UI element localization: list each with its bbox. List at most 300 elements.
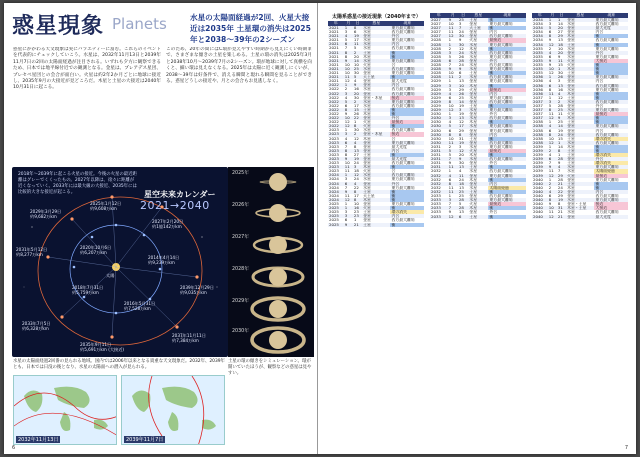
table-cell: 2033 — [430, 210, 448, 214]
table-cell: 木星 — [362, 198, 390, 202]
saturn-year-label: 2025年 — [232, 171, 250, 176]
table-cell: 1 — [448, 112, 458, 116]
table-cell: 2 — [448, 47, 458, 51]
table-cell: 衝 — [594, 96, 628, 100]
table-cell: 2036 — [532, 88, 548, 92]
table-cell: 6 — [458, 215, 468, 219]
table-cell: 2023 — [328, 128, 344, 132]
table-cell: 6 — [344, 42, 353, 46]
table-cell: 2030 — [430, 112, 448, 116]
table-cell: 3 — [353, 165, 362, 169]
table-cell: 8 — [448, 133, 458, 137]
table-cell: 10 — [557, 47, 566, 51]
table-cell: 金星 — [566, 124, 594, 128]
table-cell: 衝 — [594, 71, 628, 75]
table-cell: 土星 — [468, 104, 488, 108]
table-cell: 2022 — [328, 96, 344, 100]
table-cell: 2032 — [430, 169, 448, 173]
orbit-label: 2018年7月31日 約5,759万km — [72, 285, 104, 295]
table-cell: 23 — [353, 214, 362, 218]
table-cell: 1 — [548, 178, 557, 182]
table-cell: 12 — [344, 198, 353, 202]
table-cell: 東方最大離角 — [488, 43, 526, 47]
table-cell: 2021 — [328, 30, 344, 34]
table-cell: 水星 — [468, 157, 488, 161]
table-cell: 11 — [344, 169, 353, 173]
table-cell: 金星 — [362, 157, 390, 161]
table-cell: 衝 — [390, 55, 424, 59]
table-cell: 西方最大離角 — [594, 84, 628, 88]
map-date-label: 2032年11月13日 — [18, 437, 59, 443]
table-cell: 4 — [557, 165, 566, 169]
table-cell: 衝 — [594, 34, 628, 38]
world-map-icon — [122, 376, 225, 445]
table-cell: 1 — [557, 141, 566, 145]
table-cell: 3 — [458, 108, 468, 112]
table-cell: 9 — [557, 55, 566, 59]
table-cell: 水星 — [468, 145, 488, 149]
table-cell: 金星 — [468, 112, 488, 116]
table-cell: 衝 — [488, 190, 526, 194]
table-cell: 西方最大離角 — [594, 194, 628, 198]
table-cell: 22 — [353, 116, 362, 120]
table-cell: 西方最大離角 — [594, 100, 628, 104]
table-cell: 東方最大離角 — [594, 88, 628, 92]
table-cell: 西方最大離角 — [488, 75, 526, 79]
table-cell: 衝 — [594, 182, 628, 186]
table-cell: 金星 — [468, 30, 488, 34]
table-cell: 火星 — [566, 63, 594, 67]
table-cell: 4 — [344, 96, 353, 100]
table-cell: 2030 — [430, 129, 448, 133]
table-cell: 13 — [458, 79, 468, 83]
table-cell: 12 — [458, 47, 468, 51]
table-cell: 10 — [353, 202, 362, 206]
calendar-years: 2021→2040 — [140, 199, 210, 212]
table-cell: 26 — [353, 112, 362, 116]
table-cell: 1 — [344, 173, 353, 177]
table-cell: 6 — [448, 178, 458, 182]
table-cell: 衝 — [390, 198, 424, 202]
table-cell: 衝 — [390, 194, 424, 198]
table-cell: 24 — [458, 178, 468, 182]
table-cell: 最接近 — [488, 149, 526, 153]
table-cell: 3 — [344, 210, 353, 214]
table-cell: 東方最大離角 — [390, 59, 424, 63]
table-cell: 9 — [548, 202, 557, 206]
mars-orbit-diagram — [12, 167, 228, 357]
table-cell: 4 — [548, 79, 557, 83]
table-cell: 23 — [353, 210, 362, 214]
table-cell: 3 — [548, 100, 557, 104]
table-cell: 2039 — [532, 169, 548, 173]
table-cell: 木星 — [468, 47, 488, 51]
table-cell: 9 — [548, 63, 557, 67]
table-cell: 8 — [344, 108, 353, 112]
table-cell: 11 — [448, 190, 458, 194]
saturn-caption: 土星の環の傾きをシミュレーション。環が開いていたほうが、観察などの惑星は見やすい。 — [228, 359, 312, 376]
table-header-cell: 年 — [328, 21, 344, 26]
table-cell: 2040 — [532, 210, 548, 214]
table-cell: 東方最大離角 — [390, 141, 424, 145]
table-cell: 9 — [458, 157, 468, 161]
table-cell: 10 — [344, 67, 353, 71]
table-cell: 2021 — [328, 38, 344, 42]
table-cell: 9 — [448, 161, 458, 165]
table-cell: 9 — [458, 38, 468, 42]
table-cell: 内合 — [390, 42, 424, 46]
table-cell: 2028 — [430, 55, 448, 59]
table-cell: 外合 — [488, 210, 526, 214]
table-cell: 木星 — [566, 67, 594, 71]
table-cell: 4 — [548, 190, 557, 194]
table-cell: 西方最大離角 — [594, 38, 628, 42]
table-cell: 木星 — [468, 206, 488, 210]
table-cell: 1 — [448, 79, 458, 83]
table-cell: 13 — [458, 210, 468, 214]
table-cell: 2030 — [430, 133, 448, 137]
table-cell: 11 — [344, 75, 353, 79]
table-cell: 金星 — [468, 34, 488, 38]
table-cell: 5 — [548, 26, 557, 30]
table-cell: 13 — [458, 165, 468, 169]
saturn-ring-simulation — [228, 167, 314, 357]
table-cell: 衝 — [594, 149, 628, 153]
table-cell: 6 — [448, 129, 458, 133]
table-cell: 金星 — [362, 79, 390, 83]
table-cell: 金星 — [468, 92, 488, 96]
orbit-label: 2037年11月11日 約7,384万km — [172, 333, 206, 343]
page-subtitle: 水星の太陽面経過が2回、火星大接近は2035年 土星環の消失は2025年と2038〜39年の2シーズン — [190, 13, 311, 44]
table-cell: 30 — [353, 71, 362, 75]
table-cell: 土星 — [566, 153, 594, 157]
table-cell: 衝 — [390, 124, 424, 128]
table-cell: 最接近 — [594, 174, 628, 178]
table-cell: 天王星 — [362, 75, 390, 79]
orbit-label: 2020年10月6日 約6,207万km — [80, 245, 112, 255]
table-cell: 西方最大離角 — [390, 67, 424, 71]
table-cell: 土星 — [566, 149, 594, 153]
table-cell: 2025 — [328, 210, 344, 214]
table-cell: 12 — [353, 137, 362, 141]
table-cell: 東方最大離角 — [488, 174, 526, 178]
table-cell: 2030 — [430, 120, 448, 124]
saturn-year-label: 2026年 — [232, 203, 250, 208]
table-cell: 5 — [448, 124, 458, 128]
table-cell: 水星 — [566, 198, 594, 202]
table-cell: 9 — [557, 161, 566, 165]
table-cell: 9 — [548, 38, 557, 42]
table-cell: 2035 — [532, 71, 548, 75]
table-cell: 2030 — [430, 137, 448, 141]
page-title: 惑星現象 — [12, 13, 105, 39]
table-cell: 4 — [353, 182, 362, 186]
table-cell: 1 — [557, 67, 566, 71]
table-cell: 20 — [353, 55, 362, 59]
table-cell: 2021 — [328, 26, 344, 30]
table-cell: 7 — [344, 145, 353, 149]
table-cell: 1 — [557, 18, 566, 22]
table-cell: 3 — [458, 145, 468, 149]
table-cell: 2 — [548, 149, 557, 153]
table-cell: 2023 — [328, 161, 344, 165]
table-cell: 3 — [344, 177, 353, 181]
table-cell: 衝 — [594, 67, 628, 71]
table-cell: 21 — [557, 210, 566, 214]
table-cell: 2024 — [328, 186, 344, 190]
table-cell: 30 — [353, 96, 362, 100]
table-cell: 木星 — [566, 145, 594, 149]
table-cell: 11 — [548, 169, 557, 173]
table-cell: 2035 — [532, 67, 548, 71]
table-cell: 4 — [548, 124, 557, 128]
table-cell: 金星 — [566, 26, 594, 30]
table-cell: 2030 — [430, 141, 448, 145]
table-cell: 9 — [344, 112, 353, 116]
table-cell: 水星 — [468, 124, 488, 128]
table-cell: 天王星 — [468, 26, 488, 30]
table-cell: 2040 — [532, 178, 548, 182]
table-cell: 東方最大離角 — [488, 129, 526, 133]
table-cell: 2024 — [328, 177, 344, 181]
table-cell: 金星 — [468, 22, 488, 26]
table-cell: 2029 — [430, 100, 448, 104]
table-cell: 金星 — [468, 174, 488, 178]
table-header-cell: 日 — [557, 13, 566, 18]
table-cell: 東方最大離角 — [390, 26, 424, 30]
table-cell: 西方最大離角 — [390, 92, 424, 96]
table-cell: 2030 — [430, 124, 448, 128]
table-cell: 金星 — [566, 51, 594, 55]
table-cell: 大接近 — [594, 59, 628, 63]
table-cell: 金星・木星 — [362, 96, 390, 100]
table-cell: 2024 — [328, 198, 344, 202]
table-cell: 東方最大離角 — [390, 177, 424, 181]
table-cell: 2029 — [430, 92, 448, 96]
table-cell: 2029 — [430, 79, 448, 83]
table-cell: 東方最大離角 — [390, 38, 424, 42]
table-cell: 水星 — [468, 63, 488, 67]
table-cell: 6 — [448, 59, 458, 63]
body-text-column-2: このため、20年の間にはC環が見えやすい時期から見えにくい時期まで、さまざまな傾きの土星を楽しめる。土星の環の消失は2025年3月と2038年10月〜2039年7月の2シーズン。環が地球に対して真横を向くと、細い環は見えなくなる。2025年は太陽に近く観測しにくいが、2038〜39年は好条件で、消える瞬間と現れる瞬間を見ることができる。惑星どうしの接近や、月との会合もお見逃しなく。 — [166, 47, 312, 85]
table-cell: 水星 — [468, 67, 488, 71]
table-cell: 水星 — [362, 38, 390, 42]
table-cell: 2029 — [430, 108, 448, 112]
table-cell: 内合 — [390, 149, 424, 153]
table-cell: 金星 — [362, 145, 390, 149]
table-cell: 8 — [353, 198, 362, 202]
table-cell: 12 — [448, 34, 458, 38]
table-cell: 28 — [458, 198, 468, 202]
table-cell: 西方最大離角 — [390, 87, 424, 91]
table-cell: 土星 — [566, 137, 594, 141]
table-cell: 2029 — [430, 84, 448, 88]
table-cell: 7 — [458, 26, 468, 30]
table-cell: 土星 — [468, 18, 488, 22]
table-header-cell: 惑星 — [468, 13, 488, 18]
table-cell: 2023 — [328, 169, 344, 173]
table-cell: 15 — [557, 137, 566, 141]
table-cell: 2036 — [532, 84, 548, 88]
table-cell: 金星 — [362, 92, 390, 96]
table-cell: 4 — [344, 137, 353, 141]
table-cell: 17 — [353, 194, 362, 198]
table-cell: 金星 — [468, 141, 488, 145]
table-cell: 2027 — [430, 34, 448, 38]
table-cell: 6 — [458, 71, 468, 75]
table-cell: 水星 — [566, 141, 594, 145]
table-cell: 水星 — [468, 169, 488, 173]
table-cell: 東方最大離角 — [594, 55, 628, 59]
table-cell: 金星 — [362, 202, 390, 206]
table-cell: 衝 — [390, 223, 424, 227]
table-cell: 金星・木星 — [362, 132, 390, 136]
table-cell: 14 — [557, 22, 566, 26]
table-cell: 30 — [458, 34, 468, 38]
table-cell: 金星 — [566, 18, 594, 22]
table-cell: 9 — [548, 59, 557, 63]
saturn-icon — [252, 298, 304, 320]
table-cell: 20 — [353, 92, 362, 96]
table-cell: 12 — [448, 215, 458, 219]
table-cell: 火星 — [362, 120, 390, 124]
table-cell: 2021 — [328, 59, 344, 63]
table-cell: 土星 — [468, 71, 488, 75]
table-cell: 28 — [557, 178, 566, 182]
table-cell: 2028 — [430, 51, 448, 55]
table-cell: 2022 — [328, 124, 344, 128]
table-cell: 2021 — [328, 55, 344, 59]
table-cell: 2 — [353, 51, 362, 55]
table-cell: 10 — [448, 71, 458, 75]
table-cell: 2033 — [430, 202, 448, 206]
table-cell: 2040 — [532, 190, 548, 194]
table-cell: 4 — [448, 92, 458, 96]
table-cell: 内合 — [488, 182, 526, 186]
table-cell: 11 — [448, 26, 458, 30]
table-cell: 10 — [353, 63, 362, 67]
table-cell: 金星 — [362, 149, 390, 153]
table-cell: 土星 — [566, 120, 594, 124]
table-cell: 28 — [458, 206, 468, 210]
table-cell: 11 — [353, 42, 362, 46]
saturn-icon — [256, 204, 300, 222]
table-cell: 外合 — [390, 34, 424, 38]
table-cell: 2039 — [532, 153, 548, 157]
table-cell: 3 — [548, 22, 557, 26]
table-cell: 2032 — [430, 186, 448, 190]
table-cell: 25 — [458, 194, 468, 198]
table-cell: 7 — [557, 169, 566, 173]
table-cell: 2036 — [532, 75, 548, 79]
table-cell: 11 — [557, 112, 566, 116]
table-cell: 西方最大離角 — [488, 51, 526, 55]
table-cell: 土星 — [362, 223, 390, 227]
table-cell: 土星 — [566, 96, 594, 100]
table-cell: 3 — [448, 88, 458, 92]
table-cell: 9 — [548, 165, 557, 169]
table-cell: 2037 — [532, 96, 548, 100]
table-cell: 木星・土星 — [566, 206, 594, 210]
table-cell: 東方最大離角 — [488, 198, 526, 202]
table-cell: 11 — [458, 174, 468, 178]
table-cell: 2039 — [532, 157, 548, 161]
table-cell: 西方最大離角 — [390, 128, 424, 132]
table-cell: 東方最大離角 — [390, 100, 424, 104]
table-cell: 17 — [353, 104, 362, 108]
table-cell: 水星 — [468, 51, 488, 55]
table-cell: 3 — [448, 116, 458, 120]
table-cell: 2039 — [532, 145, 548, 149]
table-cell: 28 — [557, 157, 566, 161]
table-cell: 木星 — [362, 165, 390, 169]
table-cell: 2021 — [328, 71, 344, 75]
table-cell: 土星 — [566, 71, 594, 75]
table-cell: 30 — [557, 71, 566, 75]
table-cell: 2039 — [532, 149, 548, 153]
table-cell: 2023 — [328, 132, 344, 136]
table-cell: 2023 — [328, 153, 344, 157]
table-cell: 1 — [448, 169, 458, 173]
table-cell: 水星 — [362, 104, 390, 108]
table-cell: 火星 — [362, 206, 390, 210]
table-cell: 衝 — [594, 63, 628, 67]
table-cell: 27 — [353, 153, 362, 157]
table-cell: 2 — [548, 186, 557, 190]
table-cell: 衝 — [390, 51, 424, 55]
table-cell: 2022 — [328, 87, 344, 91]
table-cell: 火星 — [468, 88, 488, 92]
table-cell: 30 — [353, 128, 362, 132]
table-cell: 2024 — [328, 173, 344, 177]
table-cell: 2027 — [430, 22, 448, 26]
table-cell: 木星 — [566, 186, 594, 190]
table-cell: 2033 — [430, 194, 448, 198]
table-cell: 10 — [448, 137, 458, 141]
table-cell: 環の消失 — [390, 210, 424, 214]
table-header-cell: 現象 — [594, 13, 628, 18]
table-cell: 11 — [548, 112, 557, 116]
table-cell: 10 — [548, 67, 557, 71]
table-cell: 衝 — [488, 18, 526, 22]
table-cell: 11 — [448, 186, 458, 190]
table-cell: 2022 — [328, 120, 344, 124]
table-cell: 水星 — [362, 67, 390, 71]
table-cell: 2023 — [328, 145, 344, 149]
saturn-icon — [254, 236, 302, 254]
table-cell: 西方最大離角 — [488, 194, 526, 198]
table-cell: 2029 — [430, 104, 448, 108]
table-cell: 内合 — [390, 83, 424, 87]
table-cell: 2031 — [430, 161, 448, 165]
table-cell: 2038 — [532, 133, 548, 137]
table-cell: 4 — [448, 174, 458, 178]
table-cell: 9 — [344, 223, 353, 227]
table-cell: 内合 — [390, 214, 424, 218]
table-cell: 6 — [353, 30, 362, 34]
table-cell: 29 — [458, 88, 468, 92]
table-cell: 2031 — [430, 165, 448, 169]
map-date-label: 2039年11月7日 — [126, 437, 164, 443]
table-cell: 10 — [458, 84, 468, 88]
table-cell: 金星 — [566, 133, 594, 137]
table-cell: 2027 — [430, 30, 448, 34]
table-cell: 6 — [548, 157, 557, 161]
table-cell: 2028 — [430, 63, 448, 67]
table-cell: 2021 — [328, 46, 344, 50]
table-cell: 最大光度 — [594, 215, 628, 219]
table-cell: 火星 — [566, 112, 594, 116]
